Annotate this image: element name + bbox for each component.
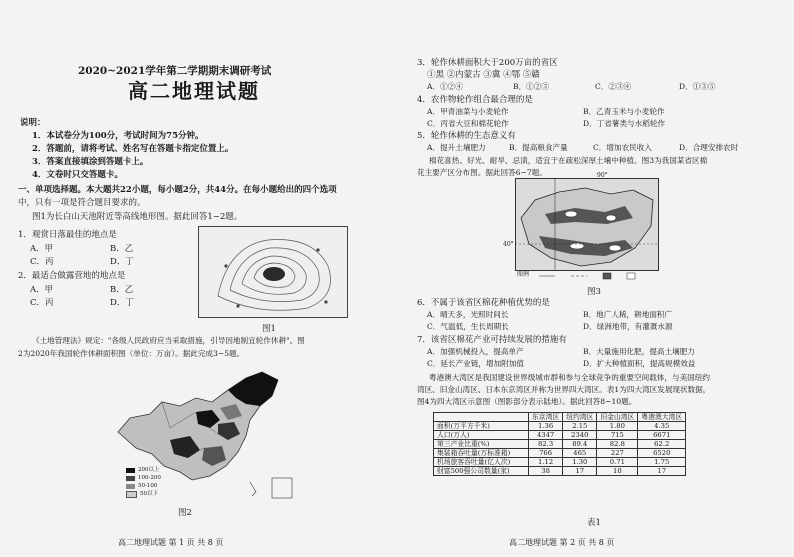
fig3-lat-40: 40°: [503, 241, 514, 248]
q5-option-b: B．提高粮食产量: [509, 143, 568, 152]
table-row: [434, 431, 686, 440]
table-row-label: 集装箱吞吐量(万标准箱): [434, 449, 529, 458]
page-right: [397, 0, 794, 557]
table-header-cell: 旧金山湾区: [597, 413, 638, 422]
table-header-row: [434, 413, 686, 422]
q7-option-b: B．大量施用化肥，提高土壤肥力: [583, 347, 695, 356]
table-cell: 89.4: [563, 440, 597, 449]
table-cell: 715: [597, 431, 638, 440]
page-footer-left: 高二地理试题 第 1 页 共 8 页: [118, 538, 224, 547]
page-title: 高二地理试题: [128, 79, 260, 103]
table-row: [434, 467, 686, 476]
question-5: 5．轮作休耕的生态意义有: [417, 131, 516, 141]
fig2-caption: 图2: [178, 508, 192, 518]
table-header-cell: 纽约湾区: [563, 413, 597, 422]
q5-option-d: D．合理安排农时: [679, 143, 739, 152]
bay-text-2: 湾区、旧金山湾区、日本东京湾区并称为世界四大湾区。表1为四大湾区发展现状数据，: [417, 385, 711, 394]
table-cell: 465: [563, 449, 597, 458]
q3-option-d: D．①③⑤: [679, 82, 716, 91]
table-cell: 2340: [563, 431, 597, 440]
bay-text-1: 粤港澳大湾区是我国建设世界级城市群和参与全球竞争的重要空间载体，与美国纽约: [429, 373, 710, 382]
q6-option-a: A．晴天多，光照时间长: [427, 310, 509, 319]
q4-option-d: D．丁省薯类与水稻轮作: [583, 119, 666, 128]
question-3: 3．轮作休耕面积大于200万亩的省区: [417, 58, 558, 68]
q7-option-a: A．加强机械投入，提高单产: [427, 347, 524, 356]
cotton-text-1: 棉花喜热、好光、耐旱、忌渍，适宜于在疏松深厚土壤中种植。图3为我国某省区棉: [429, 156, 708, 165]
table-header-cell: [434, 413, 529, 422]
question-7: 7．该省区棉花产业可持续发展的措施有: [417, 335, 567, 345]
note-4: 4．文卷时只交答题卡。: [32, 170, 123, 180]
q1-option-d: D．丁: [110, 257, 134, 267]
table-cell: 0.71: [597, 458, 638, 467]
table-cell: 1.36: [529, 422, 563, 431]
table-row-label: 第三产业比重(%): [434, 440, 529, 449]
table-cell: 227: [597, 449, 638, 458]
contour-map: [198, 226, 348, 318]
q3-items: ①黑 ②内蒙古 ③冀 ④鄂 ⑤赣: [427, 70, 540, 80]
bay-text-3: 图4为四大湾区示意图（图影部分表示陆地）。据此回答8~10题。: [417, 397, 637, 406]
table-row: [434, 449, 686, 458]
q5-option-a: A．提升土壤肥力: [427, 143, 486, 152]
fig3-legend-label: 图例: [517, 271, 530, 278]
q2-option-b: B．乙: [110, 285, 134, 295]
note-2: 2．答题前，请将考试、姓名写在答题卡指定位置上。: [32, 144, 234, 154]
table-cell: 6520: [638, 449, 686, 458]
q3-option-b: B．①②③: [513, 82, 549, 91]
table-cell: 1.12: [529, 458, 563, 467]
q6-option-d: D．绿洲地带，有灌溉水源: [583, 322, 673, 331]
table-header-cell: 东京湾区: [529, 413, 563, 422]
q6-option-b: B．地广人稀，耕地面积广: [583, 310, 673, 319]
table-cell: 766: [529, 449, 563, 458]
q1-option-a: A．甲: [30, 244, 54, 254]
fig1-caption: 图1: [262, 324, 276, 334]
question-2: 2．最适合做露营地的地点是: [18, 271, 126, 281]
q6-option-c: C．气温低，生长周期长: [427, 322, 509, 331]
q2-option-c: C．丙: [30, 298, 54, 308]
page-footer-right: 高二地理试题 第 2 页 共 8 页: [509, 538, 615, 547]
fig1-intro: 图1为长白山天池附近等高线地形图。据此回答1~2题。: [32, 212, 243, 222]
q3-option-a: A．①②④: [427, 82, 463, 91]
q1-option-b: B．乙: [110, 244, 134, 254]
table-cell: 82.3: [529, 440, 563, 449]
table-cell: 62.2: [638, 440, 686, 449]
cotton-text-2: 花主要产区分布图。据此回答6~7题。: [417, 168, 547, 177]
table-row: [434, 422, 686, 431]
q1-option-c: C．丙: [30, 257, 54, 267]
q7-option-d: D．扩大种植面积，提高规模效益: [583, 359, 696, 368]
table-cell: 6671: [638, 431, 686, 440]
table-cell: 2.15: [563, 422, 597, 431]
table-cell: 17: [638, 467, 686, 476]
note-3: 3．答案直接填涂到答题卡上。: [32, 157, 149, 167]
q5-option-c: C．增加农民收入: [593, 143, 652, 152]
tianchi-lake: [263, 267, 285, 281]
q2-option-a: A．甲: [30, 285, 54, 295]
question-6: 6．不属于该省区棉花种植优势的是: [417, 298, 550, 308]
legend-item: 200以上: [126, 466, 161, 474]
legend-item: 50-100: [126, 482, 161, 490]
table-cell: 4347: [529, 431, 563, 440]
table-cell: 82.8: [597, 440, 638, 449]
note-1: 1．本试卷分为100分，考试时间为75分钟。: [32, 131, 204, 141]
q4-option-c: C．丙省大豆和棉花轮作: [427, 119, 509, 128]
section1-cont: 中，只有一项是符合题目要求的。: [18, 198, 146, 208]
land-law-text-2: 2为2020年我国轮作休耕面积图（单位：万亩）。据此完成3~5题。: [18, 349, 245, 358]
notes-label: 说明：: [20, 118, 46, 128]
table-cell: 10: [597, 467, 638, 476]
q3-option-c: C．②③④: [595, 82, 632, 91]
table-cell: 1.30: [563, 458, 597, 467]
land-law-text-1: 《土地管理法》规定："各级人民政府应当采取措施，引导因地制宜轮作休耕"。图: [32, 336, 305, 345]
question-4: 4．农作物轮作组合最合理的是: [417, 95, 533, 105]
south-china-sea-inset: [272, 478, 292, 498]
table-row-label: 人口(万人): [434, 431, 529, 440]
table-row-label: 财富500强公司数量(家): [434, 467, 529, 476]
q7-option-c: C．延长产业链，增加附加值: [427, 359, 524, 368]
table-header-cell: 粤港澳大湾区: [638, 413, 686, 422]
q4-option-b: B．乙青玉米与小麦轮作: [583, 107, 665, 116]
table-caption: 表1: [587, 518, 601, 528]
table-cell: 1.80: [597, 422, 638, 431]
table-cell: 1.75: [638, 458, 686, 467]
table-row: [434, 458, 686, 467]
legend-item: 100-200: [126, 474, 161, 482]
fig3-lat-90: 90°: [597, 172, 608, 179]
section1-heading: 一、单项选择题。本大题共22小题，每小题2分，共44分。在每小题给出的四个选项: [18, 185, 337, 195]
question-1: 1．观赏日落最佳的地点是: [18, 230, 117, 240]
fig2-legend: [126, 466, 161, 498]
bay-area-table: [433, 412, 686, 476]
fig3-caption: 图3: [587, 287, 601, 297]
table-row: [434, 440, 686, 449]
q4-option-a: A．甲青油菜与小麦轮作: [427, 107, 509, 116]
table-row-label: 面积(万平方千米): [434, 422, 529, 431]
table-cell: 38: [529, 467, 563, 476]
exam-header: 2020~2021学年第二学期期末调研考试: [78, 65, 272, 77]
table-cell: 4.35: [638, 422, 686, 431]
cotton-region-map: [515, 178, 659, 282]
q2-option-d: D．丁: [110, 298, 134, 308]
table-cell: 17: [563, 467, 597, 476]
table-row-label: 机场旅客吞吐量(亿人次): [434, 458, 529, 467]
legend-item: 50以下: [126, 490, 161, 498]
